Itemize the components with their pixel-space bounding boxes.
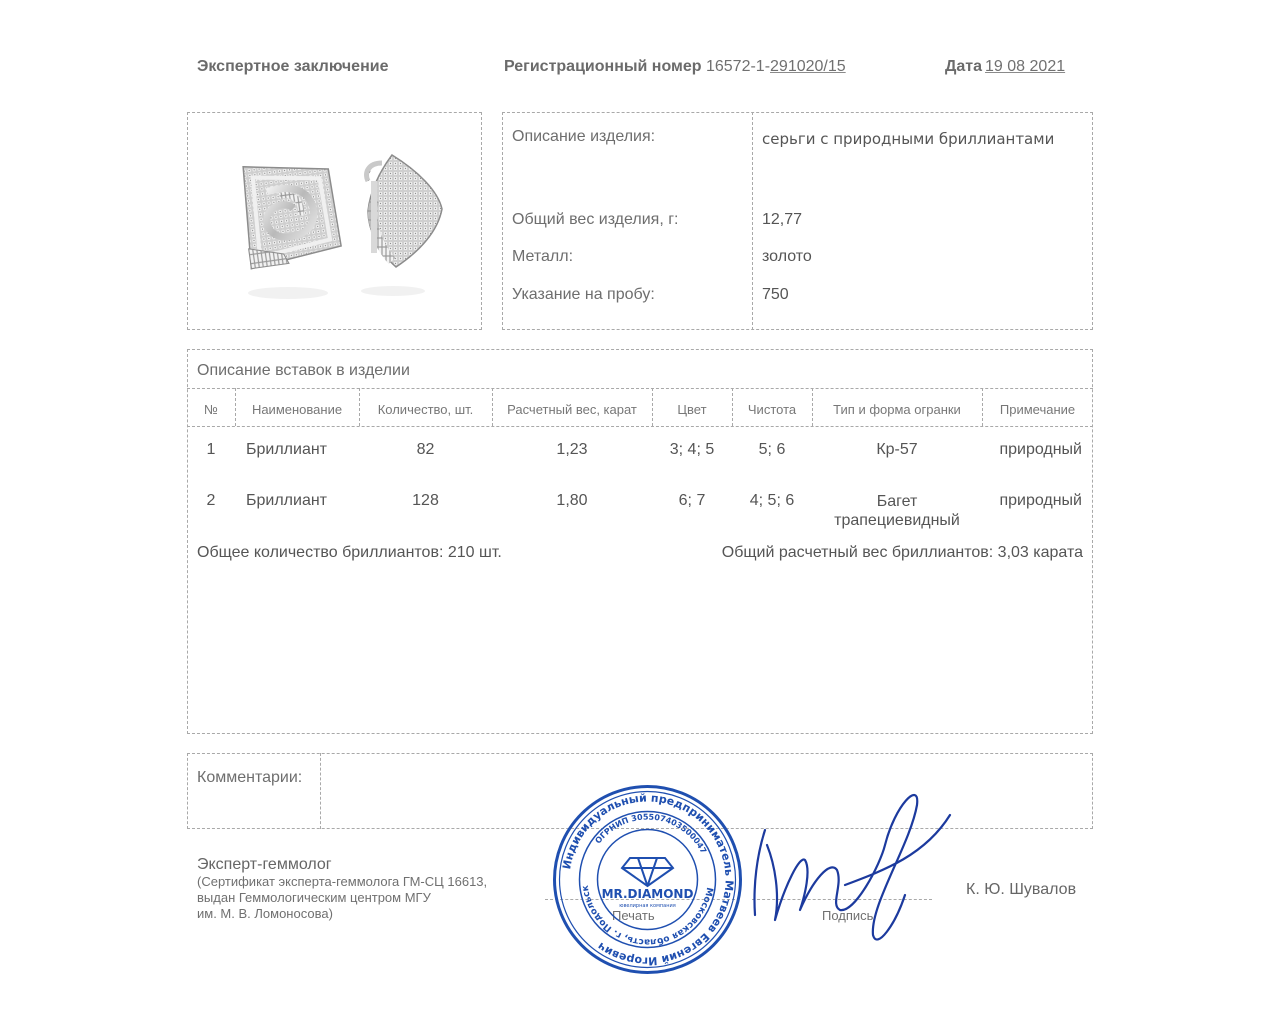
registration-prefix: 16572-1- [705, 58, 771, 75]
document-date [945, 58, 1065, 76]
table-cell: 1 [206, 441, 216, 458]
column-header: Количество, шт. [377, 402, 474, 417]
total-count: Общее количество бриллиантов: 210 шт. [197, 544, 502, 561]
assay-value: 750 [762, 286, 789, 303]
weight-value: 12,77 [762, 211, 803, 228]
diamond-logo-icon [622, 858, 673, 886]
description-label: Описание изделия: [512, 128, 656, 145]
company-stamp [550, 782, 745, 977]
inserts-title: Описание вставок в изделии [197, 362, 410, 379]
registration-label: Регистрационный номер [504, 58, 702, 75]
comments-label: Комментарии: [197, 769, 303, 786]
total-weight: Общий расчетный вес бриллиантов: 3,03 карата [721, 544, 1083, 561]
inserts-title-divider [187, 388, 1093, 389]
column-header: Наименование [251, 402, 343, 417]
certificate-line: выдан Геммологическим центром МГУ [197, 890, 431, 905]
table-cell: 5; 6 [758, 441, 786, 458]
table-cell: природный [999, 492, 1082, 509]
document-title: Экспертное заключение [197, 58, 389, 75]
column-header: Чистота [747, 402, 797, 417]
stamp-caption: Печать [612, 908, 655, 923]
product-photo-frame [187, 112, 482, 330]
signature-caption: Подпись [822, 908, 874, 923]
table-cell: Бриллиант [246, 441, 328, 458]
expert-title: Эксперт-геммолог [197, 856, 332, 873]
column-header: Тип и форма огранки [833, 402, 961, 417]
table-cell: Бриллиант [246, 492, 328, 509]
table-cell: Кр-57 [876, 441, 918, 458]
table-cell: 128 [412, 492, 439, 509]
column-header: Примечание [999, 402, 1076, 417]
metal-value: золото [762, 248, 812, 265]
expert-signature [745, 785, 960, 955]
description-value: серьги с природными бриллиантами [762, 130, 1055, 148]
stamp-ring-text: Индивидуальный предприниматель Матвеев Евгений Игоревич [560, 791, 736, 968]
table-cell: Багет трапециевидный [834, 493, 960, 529]
expert-name: К. Ю. Шувалов [966, 881, 1077, 898]
certificate-line: им. М. В. Ломоносова) [197, 906, 333, 921]
table-cell: 6; 7 [678, 492, 706, 509]
comments-divider [320, 753, 321, 829]
table-cell: 4; 5; 6 [749, 492, 795, 509]
stamp-region-text: Московская область, г. Подольск [580, 884, 715, 947]
certificate-line: (Сертификат эксперта-геммолога ГМ-СЦ 16613, [197, 874, 488, 889]
table-cell: 82 [416, 441, 435, 458]
inserts-header-divider [187, 426, 1093, 427]
table-cell: 1,23 [556, 441, 588, 458]
stamp-brand-sub: ювелирная компания [619, 903, 676, 909]
weight-label: Общий вес изделия, г: [512, 211, 679, 228]
item-panel-divider [752, 112, 753, 330]
registration-number [504, 58, 846, 76]
table-cell: природный [999, 441, 1082, 458]
metal-label: Металл: [512, 248, 574, 265]
column-header: № [204, 402, 218, 417]
stamp-ogrnip: ОГРНИП 305507403500047 [593, 812, 709, 856]
table-cell: 2 [206, 492, 216, 509]
expert-certificate [197, 874, 487, 922]
table-cell: 3; 4; 5 [669, 441, 715, 458]
registration-suffix: 291020/15 [770, 58, 846, 75]
assay-label: Указание на пробу: [512, 286, 655, 303]
column-header: Цвет [677, 402, 707, 417]
table-cell: 1,80 [556, 492, 588, 509]
date-label: Дата [945, 58, 983, 75]
earrings-image [188, 113, 481, 329]
stamp-brand: MR.DIAMOND [601, 887, 694, 901]
date-value: 19 08 2021 [985, 58, 1066, 75]
column-header: Расчетный вес, карат [507, 402, 637, 417]
